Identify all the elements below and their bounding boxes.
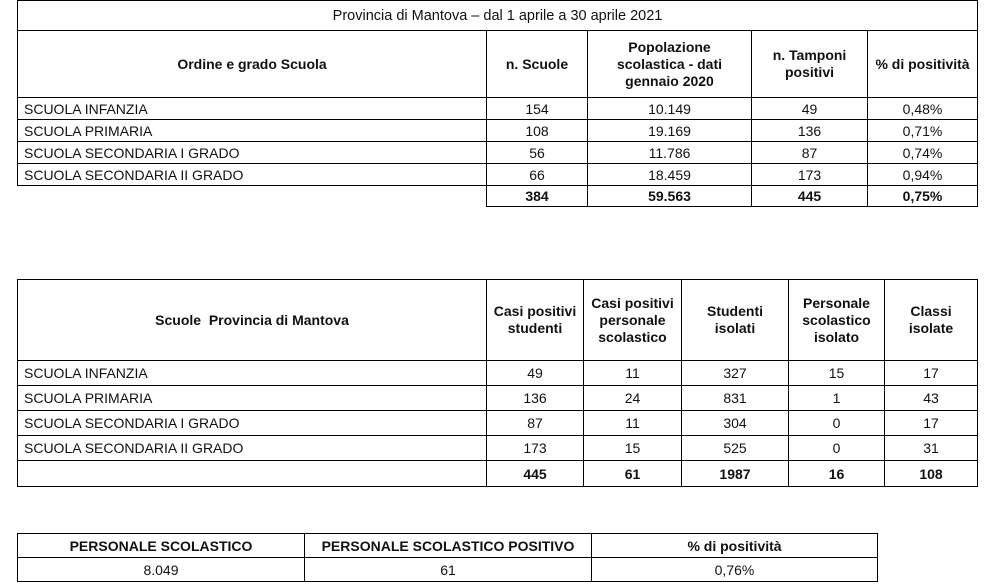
cell: 0 <box>789 411 885 436</box>
positivity-by-school-table <box>17 0 978 207</box>
cell: 108 <box>487 120 588 142</box>
cell: 0,94% <box>868 164 978 186</box>
table-row <box>18 142 978 164</box>
row-label: SCUOLA PRIMARIA <box>18 120 487 142</box>
row-label: SCUOLA SECONDARIA II GRADO <box>18 436 487 461</box>
total-cell: 59.563 <box>588 186 752 207</box>
cell: 49 <box>752 98 868 120</box>
table2-header-positive-students: Casi positivi studenti <box>487 280 584 361</box>
total-cell: 384 <box>487 186 588 207</box>
cell: 43 <box>885 386 978 411</box>
totals-row <box>18 461 978 487</box>
cell: 0,48% <box>868 98 978 120</box>
cell: 0 <box>789 436 885 461</box>
cell: 31 <box>885 436 978 461</box>
table1-title: Provincia di Mantova – dal 1 aprile a 30 aprile 2021 <box>18 1 978 31</box>
table-row <box>18 120 978 142</box>
cell: 154 <box>487 98 588 120</box>
cell: 66 <box>487 164 588 186</box>
table1-header-school-population: Popolazione scolastica - dati gennaio 2020 <box>588 31 752 98</box>
row-label: SCUOLA INFANZIA <box>18 361 487 386</box>
cell: 136 <box>752 120 868 142</box>
school-staff-table <box>17 533 878 582</box>
table2-header-isolated-staff: Personale scolastico isolato <box>789 280 885 361</box>
cell: 0,74% <box>868 142 978 164</box>
total-cell: 445 <box>487 461 584 487</box>
table-row <box>18 98 978 120</box>
total-cell: 61 <box>584 461 682 487</box>
cell: 525 <box>682 436 789 461</box>
cell: 15 <box>789 361 885 386</box>
total-cell: 108 <box>885 461 978 487</box>
row-label: SCUOLA SECONDARIA I GRADO <box>18 142 487 164</box>
row-label: SCUOLA INFANZIA <box>18 98 487 120</box>
table-row <box>18 164 978 186</box>
cell: 87 <box>752 142 868 164</box>
cell: 11.786 <box>588 142 752 164</box>
cell: 18.459 <box>588 164 752 186</box>
cell: 24 <box>584 386 682 411</box>
table-row <box>18 558 878 582</box>
table-row <box>18 411 978 436</box>
table2-header-isolated-students: Studenti isolati <box>682 280 789 361</box>
table-row <box>18 386 978 411</box>
table1-header-positivity-rate: % di positività <box>868 31 978 98</box>
total-cell: 1987 <box>682 461 789 487</box>
empty-cell <box>18 461 487 487</box>
cases-and-isolations-table <box>17 279 978 487</box>
row-label: SCUOLA PRIMARIA <box>18 386 487 411</box>
cell: 173 <box>487 436 584 461</box>
cell: 11 <box>584 361 682 386</box>
cell: 1 <box>789 386 885 411</box>
empty-cell <box>18 186 487 207</box>
table2-header-isolated-classes: Classi isolate <box>885 280 978 361</box>
cell: 136 <box>487 386 584 411</box>
cell: 87 <box>487 411 584 436</box>
totals-row <box>18 186 978 207</box>
cell: 10.149 <box>588 98 752 120</box>
total-cell: 445 <box>752 186 868 207</box>
positive-staff-count: 61 <box>305 558 592 582</box>
cell: 49 <box>487 361 584 386</box>
cell: 56 <box>487 142 588 164</box>
total-cell: 0,75% <box>868 186 978 207</box>
cell: 11 <box>584 411 682 436</box>
table3-header-positive-staff: PERSONALE SCOLASTICO POSITIVO <box>305 534 592 558</box>
table2-header-positive-staff: Casi positivi personale scolastico <box>584 280 682 361</box>
cell: 327 <box>682 361 789 386</box>
table1-header-n-schools: n. Scuole <box>487 31 588 98</box>
table3-header-positivity-rate: % di positività <box>592 534 878 558</box>
staff-count: 8.049 <box>18 558 305 582</box>
cell: 19.169 <box>588 120 752 142</box>
row-label: SCUOLA SECONDARIA II GRADO <box>18 164 487 186</box>
cell: 15 <box>584 436 682 461</box>
cell: 304 <box>682 411 789 436</box>
table3-header-staff: PERSONALE SCOLASTICO <box>18 534 305 558</box>
staff-positivity-rate: 0,76% <box>592 558 878 582</box>
cell: 0,71% <box>868 120 978 142</box>
row-label: SCUOLA SECONDARIA I GRADO <box>18 411 487 436</box>
table2-header-schools: Scuole Provincia di Mantova <box>18 280 487 361</box>
total-cell: 16 <box>789 461 885 487</box>
cell: 173 <box>752 164 868 186</box>
table1-header-school-order: Ordine e grado Scuola <box>18 31 487 98</box>
cell: 17 <box>885 361 978 386</box>
cell: 831 <box>682 386 789 411</box>
cell: 17 <box>885 411 978 436</box>
table1-header-positive-swabs: n. Tamponi positivi <box>752 31 868 98</box>
table-row <box>18 436 978 461</box>
table-row <box>18 361 978 386</box>
